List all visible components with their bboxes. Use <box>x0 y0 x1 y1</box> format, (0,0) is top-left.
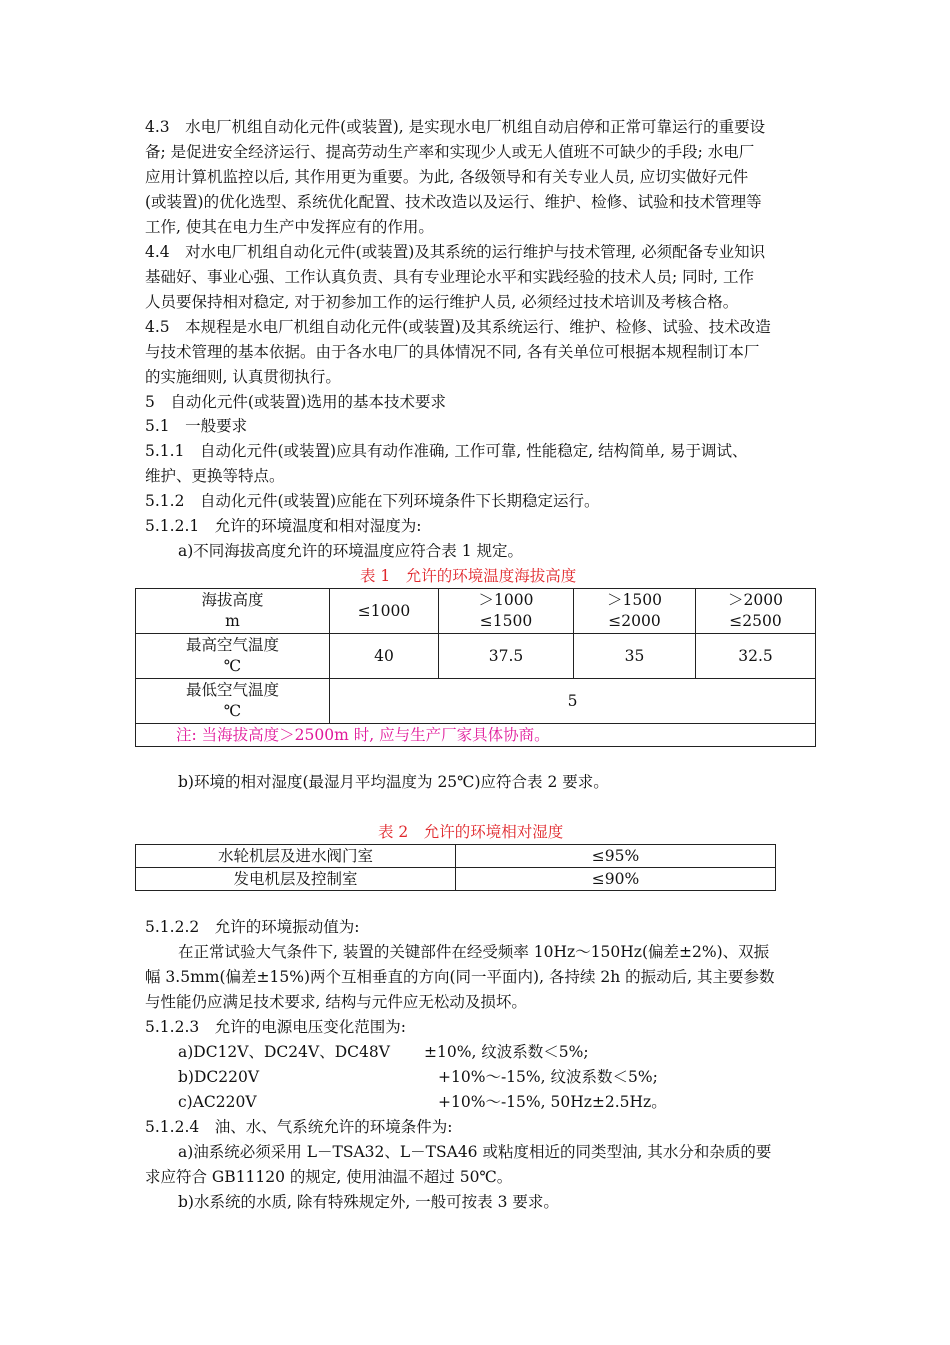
voltage-item-spec: ±10%, 纹波系数＜5%; <box>424 1043 589 1061</box>
table-cell: 发电机层及控制室 <box>136 868 456 891</box>
text-line: 4.3 水电厂机组自动化元件(或装置), 是实现水电厂机组自动启停和正常可靠运行的重要设 <box>145 118 766 136</box>
table-cell: 水轮机层及进水阀门室 <box>136 845 456 868</box>
table-cell <box>439 589 574 634</box>
text-line: 5.1.1 自动化元件(或装置)应具有动作准确, 工作可靠, 性能稳定, 结构简单, 易于调试、 <box>145 442 748 460</box>
table-cell: 35 <box>574 634 696 679</box>
table-row <box>136 724 816 747</box>
cell-text: m <box>225 612 240 630</box>
table-row <box>136 679 816 724</box>
voltage-item-spec: +10%～-15%, 纹波系数＜5%; <box>438 1068 658 1086</box>
text-line: 幅 3.5mm(偏差±15%)两个互相垂直的方向(同一平面内), 各持续 2h 的振动后, 其主要参数 <box>145 968 775 986</box>
cell-text: ≤2000 <box>608 612 661 630</box>
table-cell: ≤1000 <box>330 589 439 634</box>
text-line: 应用计算机监控以后, 其作用更为重要。为此, 各级领导和有关专业人员, 应切实做好元件 <box>145 168 749 186</box>
table-cell: 32.5 <box>696 634 816 679</box>
cell-text: ≤1500 <box>479 612 533 630</box>
text-line: 备; 是促进安全经济运行、提高劳动生产率和实现少人或无人值班不可缺少的手段; 水电厂 <box>145 143 755 161</box>
text-line: 求应符合 GB11120 的规定, 使用油温不超过 50℃。 <box>145 1168 513 1186</box>
cell-text: 海拔高度 <box>201 591 264 609</box>
table-cell: ≤90% <box>456 868 776 891</box>
table-cell: 37.5 <box>439 634 574 679</box>
cell-text: ＞1000 <box>478 591 534 609</box>
text-line: 5.1.2.2 允许的环境振动值为: <box>145 918 360 936</box>
table2 <box>135 844 776 891</box>
text-line: a)不同海拔高度允许的环境温度应符合表 1 规定。 <box>178 542 524 560</box>
table-cell <box>574 589 696 634</box>
cell-text: ℃ <box>223 702 242 720</box>
text-line: b)环境的相对湿度(最湿月平均温度为 25℃)应符合表 2 要求。 <box>178 773 609 791</box>
table-row <box>136 868 776 891</box>
text-line: 的实施细则, 认真贯彻执行。 <box>145 368 341 386</box>
table1-caption: 表 1 允许的环境温度海拔高度 <box>360 567 577 585</box>
text-line: 5.1.2 自动化元件(或装置)应能在下列环境条件下长期稳定运行。 <box>145 492 600 510</box>
text-line: 5.1.2.1 允许的环境温度和相对湿度为: <box>145 517 422 535</box>
text-line: 5.1.2.3 允许的电源电压变化范围为: <box>145 1018 406 1036</box>
text-line: 工作, 使其在电力生产中发挥应有的作用。 <box>145 218 434 236</box>
text-line: 与性能仍应满足技术要求, 结构与元件应无松动及损坏。 <box>145 993 527 1011</box>
table-cell <box>136 679 330 724</box>
cell-text: ℃ <box>223 657 242 675</box>
text-line: 维护、更换等特点。 <box>145 467 285 485</box>
table2-caption: 表 2 允许的环境相对湿度 <box>378 823 564 841</box>
cell-text: ＞1500 <box>607 591 662 609</box>
text-line: 4.4 对水电厂机组自动化元件(或装置)及其系统的运行维护与技术管理, 必须配备专业知识 <box>145 243 766 261</box>
table-row <box>136 845 776 868</box>
table-cell <box>136 589 330 634</box>
text-line: 基础好、事业心强、工作认真负责、具有专业理论水平和实践经验的技术人员; 同时, 工作 <box>145 268 755 286</box>
voltage-item-label: b)DC220V <box>178 1068 260 1086</box>
cell-text: ≤2500 <box>729 612 782 630</box>
table1 <box>135 588 816 747</box>
text-line: 4.5 本规程是水电厂机组自动化元件(或装置)及其系统运行、维护、检修、试验、技术改造 <box>145 318 771 336</box>
voltage-item-label: c)AC220V <box>178 1093 257 1111</box>
table-note: 注: 当海拔高度＞2500m 时, 应与生产厂家具体协商。 <box>136 724 816 747</box>
voltage-item-spec: +10%～-15%, 50Hz±2.5Hz。 <box>438 1093 667 1111</box>
section-heading: 5 自动化元件(或装置)选用的基本技术要求 <box>145 393 446 411</box>
table-cell: 5 <box>330 679 816 724</box>
text-line: 与技术管理的基本依据。由于各水电厂的具体情况不同, 各有关单位可根据本规程制订本厂 <box>145 343 760 361</box>
table-row <box>136 589 816 634</box>
text-line: (或装置)的优化选型、系统优化配置、技术改造以及运行、维护、检修、试验和技术管理等 <box>145 193 762 211</box>
text-line: b)水系统的水质, 除有特殊规定外, 一般可按表 3 要求。 <box>178 1193 559 1211</box>
table-cell <box>696 589 816 634</box>
text-line: a)油系统必须采用 L－TSA32、L－TSA46 或粘度相近的同类型油, 其水分和杂质的要 <box>178 1143 772 1161</box>
text-line: 5.1.2.4 油、水、气系统允许的环境条件为: <box>145 1118 453 1136</box>
table-row <box>136 634 816 679</box>
section-heading: 5.1 一般要求 <box>145 417 248 435</box>
cell-text: ＞2000 <box>728 591 783 609</box>
table-cell: 40 <box>330 634 439 679</box>
cell-text: 最低空气温度 <box>185 681 279 699</box>
table-cell <box>136 634 330 679</box>
text-line: 人员要保持相对稳定, 对于初参加工作的运行维护人员, 必须经过技术培训及考核合格。 <box>145 293 739 311</box>
table-cell: ≤95% <box>456 845 776 868</box>
text-line: 在正常试验大气条件下, 装置的关键部件在经受频率 10Hz～150Hz(偏差±2%)、双振 <box>178 943 770 961</box>
cell-text: 最高空气温度 <box>185 636 279 654</box>
voltage-item-label: a)DC12V、DC24V、DC48V <box>178 1043 390 1061</box>
